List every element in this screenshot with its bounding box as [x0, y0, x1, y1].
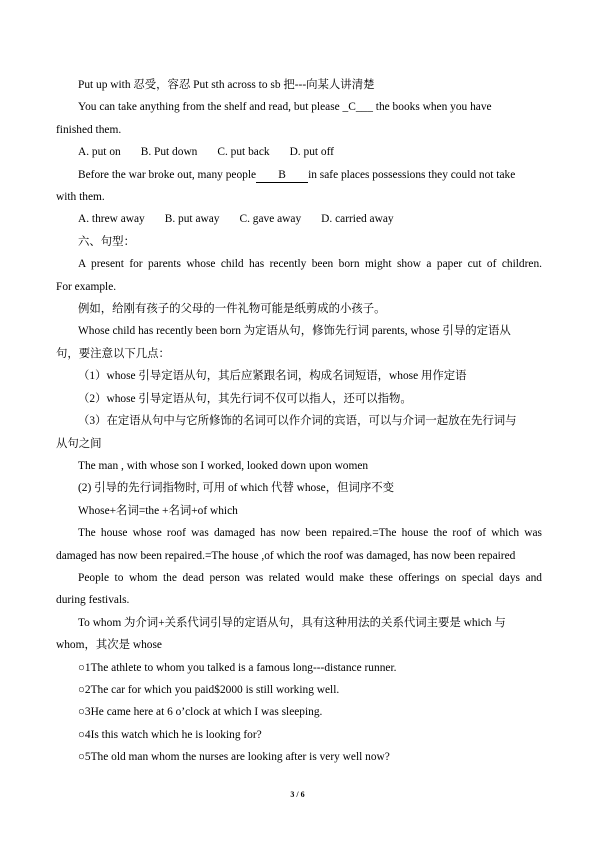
- question-1-stem: [56, 96, 542, 118]
- question-1-answer: C: [348, 101, 356, 114]
- to-whom-note: To whom 为介词+关系代词引导的定语从句，具有这种用法的关系代词主要是 which 与: [78, 616, 506, 629]
- to-whom-note-cont: whom，其次是 whose: [56, 639, 162, 652]
- note-point-3: （3）在定语从句中与它所修饰的名词可以作介词的宾语，可以与介词一起放在先行词与: [78, 415, 517, 428]
- phrase-line: Put up with 忍受，容忍 Put sth across to sb 把---向某人讲清楚: [78, 79, 375, 91]
- list-item: ○2The car for which you paid$2000 is still working well.: [78, 683, 340, 696]
- option-b: B. Put down: [140, 146, 198, 159]
- option-d: D. put off: [289, 146, 334, 159]
- grammar-note-cont: 句，要注意以下几点：: [56, 347, 170, 360]
- option-d: D. carried away: [321, 213, 394, 226]
- grammar-note: Whose child has recently been born 为定语从句，修饰先行词 parents, whose 引导的定语从: [78, 325, 511, 338]
- list-item: ○5The old man whom the nurses are looking after is very well now?: [78, 751, 390, 764]
- page-number: 3 / 6: [290, 790, 305, 799]
- formula-line: Whose+名词=the +名词+of which: [78, 504, 238, 517]
- example-paragraph: The house whose roof was damaged has now been repaired.=The house the roof of which was: [78, 527, 542, 540]
- question-2-stem: [56, 164, 542, 186]
- example-line: The man , with whose son I worked, looked down upon women: [78, 459, 369, 472]
- note-point-3-cont: 从句之间: [56, 437, 102, 450]
- question-2-text-a: Before the war broke out, many people: [78, 168, 257, 181]
- question-1-options: [56, 141, 542, 163]
- question-2-answer: B: [256, 168, 308, 183]
- option-c: C. put back: [217, 146, 270, 159]
- sentence-line: People to whom the dead person was related would make these offerings on special days and: [78, 571, 542, 584]
- note-point-2: （2）whose 引导定语从句，其先行词不仅可以指人，还可以指物。: [78, 392, 412, 405]
- page-content: [56, 74, 542, 769]
- question-2-options: [56, 208, 542, 230]
- list-item: ○4Is this watch which he is looking for?: [78, 728, 262, 741]
- example-sentence: A present for parents whose child has recently been born might show a paper cut of children.: [78, 258, 542, 271]
- option-c: C. gave away: [239, 213, 302, 226]
- option-a: A. put on: [78, 146, 121, 159]
- section-heading: 六、句型：: [78, 235, 135, 248]
- note-point-1: （1）whose 引导定语从句，其后应紧跟名词，构成名词短语，whose 用作定语: [78, 370, 467, 383]
- question-1-text-a: You can take anything from the shelf and read, but please _: [78, 101, 349, 114]
- question-2-text-b: in safe places possessions they could not take: [308, 168, 516, 181]
- note-line: (2) 引导的先行词指物时, 可用 of which 代替 whose，但词序不变: [78, 482, 395, 495]
- option-b: B. put away: [164, 213, 220, 226]
- list-item: ○1The athlete to whom you talked is a famous long---distance runner.: [78, 661, 397, 674]
- example-translation: 例如，给刚有孩子的父母的一件礼物可能是纸剪成的小孩子。: [78, 303, 386, 316]
- option-a: A. threw away: [78, 213, 145, 226]
- question-1-text-b: ___ the books when you have: [355, 101, 492, 114]
- list-item: ○3He came here at 6 o’clock at which I was sleeping.: [78, 706, 323, 719]
- question-2-stem-cont: with them.: [56, 191, 105, 204]
- sentence-line-cont: during festivals.: [56, 594, 130, 607]
- example-sentence-cont: For example.: [56, 280, 117, 293]
- question-1-stem-cont: finished them.: [56, 123, 122, 136]
- example-paragraph-cont: damaged has now been repaired.=The house ,of which the roof was damaged, has now been repaired: [56, 549, 516, 562]
